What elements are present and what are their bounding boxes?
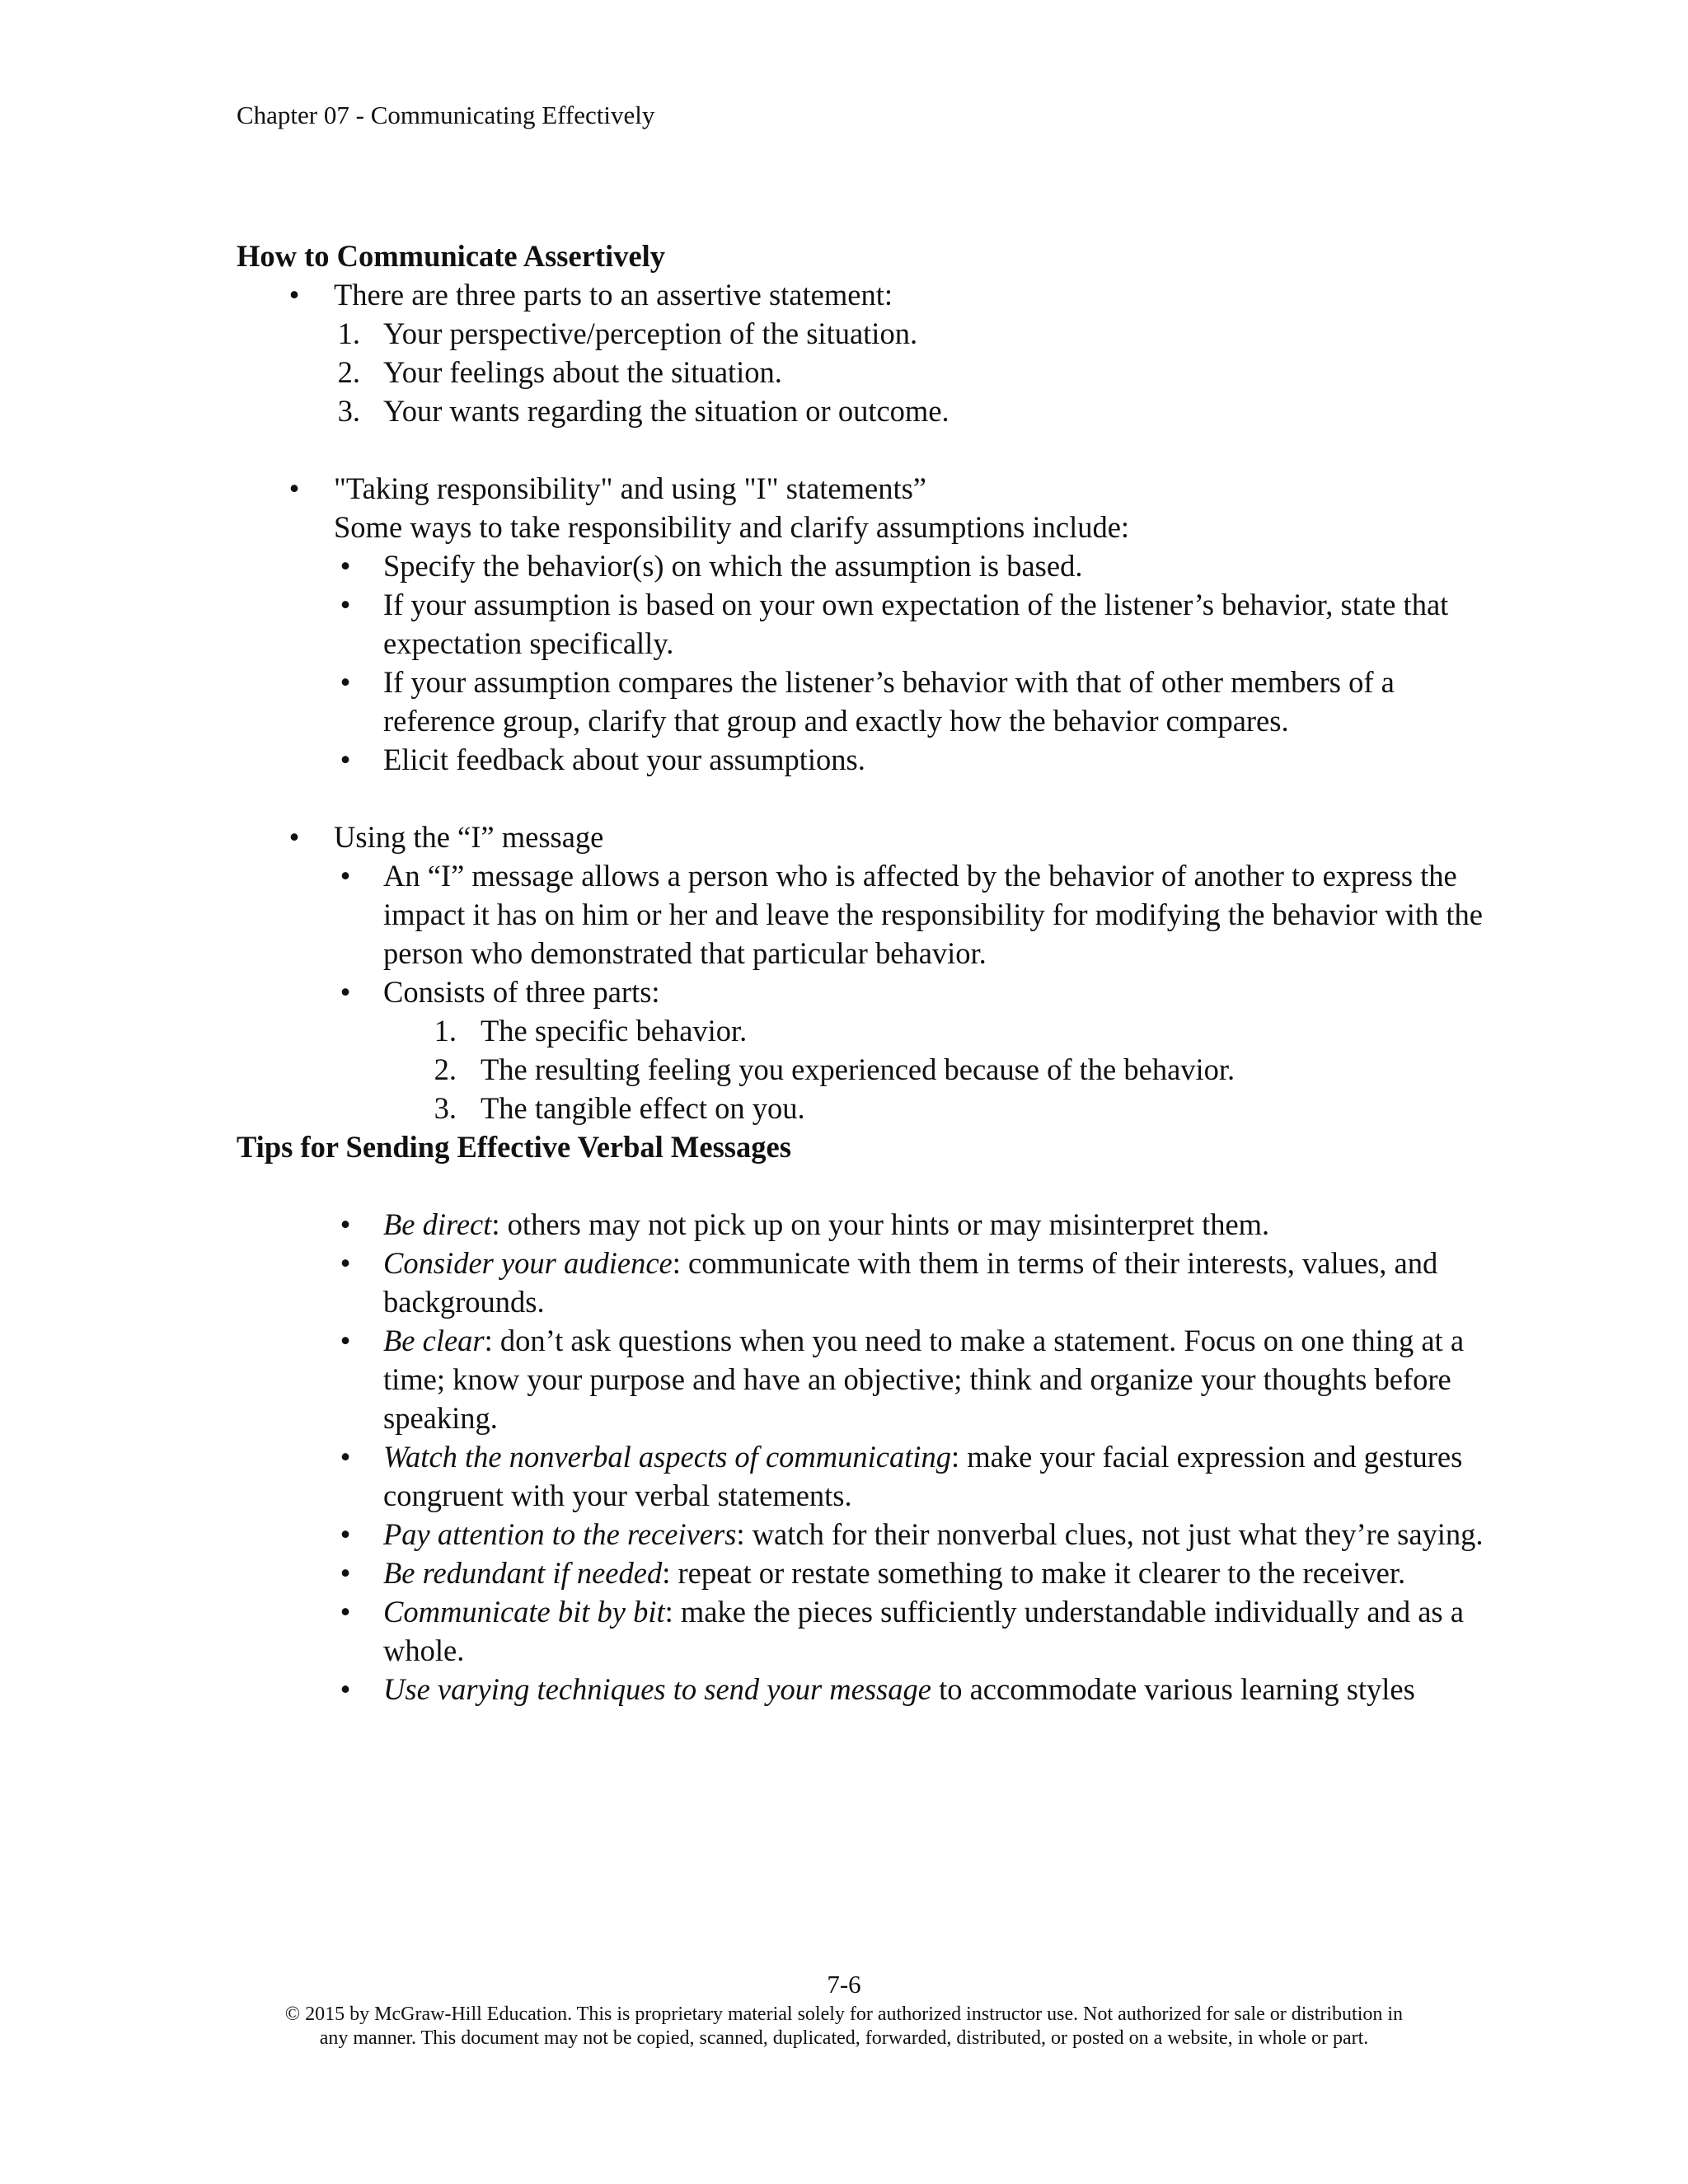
numbered-item [237, 314, 1489, 353]
tip-text: : others may not pick up on your hints or may misinterpret them. [491, 1207, 1270, 1241]
tip-item [237, 1592, 1489, 1670]
copyright-line: any manner. This document may not be copied, scanned, duplicated, forwarded, distributed, or posted on a website, in whole or part. [319, 2027, 1369, 2049]
sub-bullet-text: Specify the behavior(s) on which the assumption is based. [383, 549, 1083, 583]
sub-bullet-text: An “I” message allows a person who is affected by the behavior of another to express the impact it has on him or her and leave the responsibility for modifying the behavior with the person who demonstrated that particular behavior. [383, 859, 1483, 970]
sub-bullet-text: Consists of three parts: [383, 975, 660, 1009]
tip-item [237, 1244, 1489, 1321]
sub-bullet-item [237, 740, 1489, 779]
bullet-text: Using the “I” message [334, 820, 604, 854]
tip-text: to accommodate various learning styles [931, 1672, 1415, 1706]
bullet-icon: • [340, 743, 351, 776]
tip-text: : repeat or restate something to make it clearer to the receiver. [662, 1556, 1406, 1590]
tip-term: Be direct [383, 1207, 492, 1241]
section-heading-tips: Tips for Sending Effective Verbal Messages [237, 1130, 791, 1164]
sub-bullet-text: Elicit feedback about your assumptions. [383, 743, 865, 776]
bullet-text: There are three parts to an assertive statement: [334, 278, 893, 312]
item-text: The tangible effect on you. [481, 1091, 805, 1125]
tip-term: Be redundant if needed [383, 1556, 663, 1590]
tip-text: : don’t ask questions when you need to make a statement. Focus on one thing at a time; know your purpose and have an objective; think and organize your thoughts before speaking. [383, 1324, 1465, 1435]
item-text: The resulting feeling you experienced because of the behavior. [481, 1052, 1236, 1086]
spacer [237, 779, 1489, 818]
bullet-item [237, 469, 1489, 508]
numbered-item [237, 1011, 1489, 1050]
item-number: 3. [434, 1091, 457, 1125]
bullet-icon: • [340, 859, 351, 893]
item-text: Your feelings about the situation. [383, 355, 782, 389]
tip-text: : make your facial expression and gestures congruent with your verbal statements. [383, 1440, 1463, 1512]
spacer [237, 430, 1489, 469]
item-number: 1. [337, 316, 360, 350]
tip-item [237, 1437, 1489, 1515]
tip-term: Communicate bit by bit [383, 1595, 665, 1629]
bullet-icon: • [288, 278, 300, 312]
sub-bullet-item [237, 585, 1489, 663]
numbered-item [237, 1050, 1489, 1089]
item-number: 2. [434, 1052, 457, 1086]
bullet-subtext: Some ways to take responsibility and clarify assumptions include: [334, 510, 1130, 544]
copyright-notice [0, 2003, 1688, 2050]
bullet-text: "Taking responsibility" and using "I" statements” [334, 471, 927, 505]
tip-term: Pay attention to the receivers [383, 1517, 737, 1551]
sub-bullet-item [237, 546, 1489, 585]
tip-text: : make the pieces sufficiently understandable individually and as a whole. [383, 1595, 1464, 1667]
bullet-icon: • [288, 471, 300, 505]
tip-item [237, 1205, 1489, 1244]
numbered-item [237, 353, 1489, 391]
section-heading-assertive: How to Communicate Assertively [237, 239, 666, 273]
sub-bullet-item [237, 972, 1489, 1011]
tip-item [237, 1515, 1489, 1554]
bullet-icon: • [340, 1246, 351, 1280]
item-number: 2. [337, 355, 360, 389]
bullet-icon: • [340, 975, 351, 1009]
copyright-line: © 2015 by McGraw-Hill Education. This is proprietary material solely for authorized instructor use. Not authorized for sale or distribution in [284, 2004, 1404, 2025]
numbered-item [237, 391, 1489, 430]
item-number: 3. [337, 394, 360, 428]
page-number: 7-6 [827, 1970, 861, 1999]
bullet-icon: • [340, 1207, 351, 1241]
bullet-icon: • [340, 1595, 351, 1629]
tip-text: : watch for their nonverbal clues, not just what they’re saying. [736, 1517, 1484, 1551]
tip-item [237, 1321, 1489, 1437]
tip-term: Watch the nonverbal aspects of communicating [383, 1440, 951, 1474]
bullet-icon: • [340, 1517, 351, 1551]
item-text: The specific behavior. [481, 1014, 748, 1047]
chapter-header: Chapter 07 - Communicating Effectively [237, 101, 655, 129]
page-content [237, 237, 1489, 1708]
tip-term: Be clear [383, 1324, 485, 1357]
bullet-icon: • [340, 1440, 351, 1474]
bullet-icon: • [340, 588, 351, 621]
item-text: Your wants regarding the situation or outcome. [383, 394, 950, 428]
bullet-icon: • [340, 665, 351, 699]
numbered-item [237, 1089, 1489, 1127]
bullet-icon: • [288, 820, 300, 854]
bullet-item [237, 818, 1489, 856]
tip-text: : communicate with them in terms of their interests, values, and backgrounds. [383, 1246, 1438, 1319]
bullet-icon: • [340, 1556, 351, 1590]
bullet-icon: • [340, 1672, 351, 1706]
tip-item [237, 1670, 1489, 1708]
tip-term: Consider your audience [383, 1246, 673, 1280]
bullet-item [237, 275, 1489, 314]
sub-bullet-item [237, 856, 1489, 972]
bullet-icon: • [340, 1324, 351, 1357]
item-number: 1. [434, 1014, 457, 1047]
sub-bullet-text: If your assumption compares the listener’s behavior with that of other members of a reference group, clarify that group and exactly how the behavior compares. [383, 665, 1395, 738]
bullet-icon: • [340, 549, 351, 583]
sub-bullet-item [237, 663, 1489, 740]
tip-term: Use varying techniques to send your message [383, 1672, 931, 1706]
item-text: Your perspective/perception of the situation. [383, 316, 918, 350]
sub-bullet-text: If your assumption is based on your own expectation of the listener’s behavior, state that expectation specifically. [383, 588, 1449, 660]
tip-item [237, 1554, 1489, 1592]
